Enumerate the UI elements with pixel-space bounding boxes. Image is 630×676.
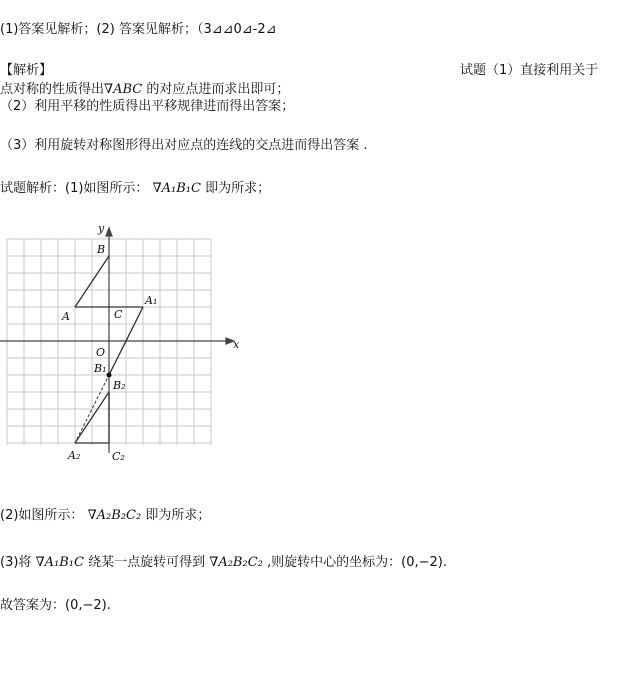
answer-line: (1)答案见解析；(2) 答案见解析；（3⊿⊿0⊿-2⊿	[0, 22, 277, 37]
analysis-step-3: （3）利用旋转对称图形得出对应点的连线的交点进而得出答案 .	[0, 138, 368, 153]
solution-step-1	[0, 181, 270, 197]
label-point-b: B	[97, 243, 106, 256]
solution-step-3-prefix: (3)将	[0, 555, 32, 570]
solution-step-1-prefix: 试题解析：(1)如图所示：	[0, 181, 149, 196]
axes	[0, 228, 234, 453]
analysis-right-text: 试题（1）直接利用关于	[460, 63, 599, 78]
y-axis-arrow	[106, 228, 112, 236]
label-point-a: A	[62, 310, 70, 323]
analysis-step-2: （2）利用平移的性质得出平移规律进而得出答案；	[0, 99, 295, 114]
triangle-a2b2c2: ∇A₂B₂C₂	[87, 508, 142, 523]
solution-step-2-suffix: 即为所求；	[145, 508, 211, 523]
label-point-a2: A₂	[68, 449, 81, 462]
solution-step-3-mid: 绕某一点旋转可得到	[88, 555, 206, 570]
label-origin: O	[96, 346, 106, 359]
solution-step-1-suffix: 即为所求；	[205, 181, 271, 196]
label-x-axis: x	[233, 338, 240, 351]
analysis-step-1-text: 点对称的性质得出	[0, 82, 105, 97]
rotation-center-dot	[107, 373, 112, 378]
label-point-b1: B₁	[94, 362, 107, 375]
label-point-c2: C₂	[112, 450, 125, 463]
triangle-a1b1c: ∇A₁B₁C	[152, 181, 201, 196]
triangle-a1b1c-step3: ∇A₁B₁C	[35, 555, 84, 570]
solution-step-3-suffix: ,则旋转中心的坐标为：(0,−2).	[267, 555, 447, 570]
solution-step-2-prefix: (2)如图所示：	[0, 508, 84, 523]
label-point-b2: B₂	[113, 379, 126, 392]
conclusion: 故答案为：(0,−2).	[0, 598, 111, 613]
coordinate-figure	[0, 222, 245, 467]
label-point-c: C	[114, 308, 123, 321]
analysis-step-1-end: 的对应点进而求出即可；	[146, 82, 290, 97]
label-y-axis: y	[98, 222, 105, 235]
analysis-tag: 【解析】	[0, 63, 53, 78]
analysis-step-1	[0, 82, 289, 98]
solution-step-2	[0, 508, 210, 524]
triangle-a2b2c2-step3: ∇A₂B₂C₂	[209, 555, 263, 570]
triangle-abc: ∇ABC	[104, 82, 143, 97]
solution-step-3	[0, 555, 447, 571]
label-point-a1: A₁	[145, 294, 158, 307]
